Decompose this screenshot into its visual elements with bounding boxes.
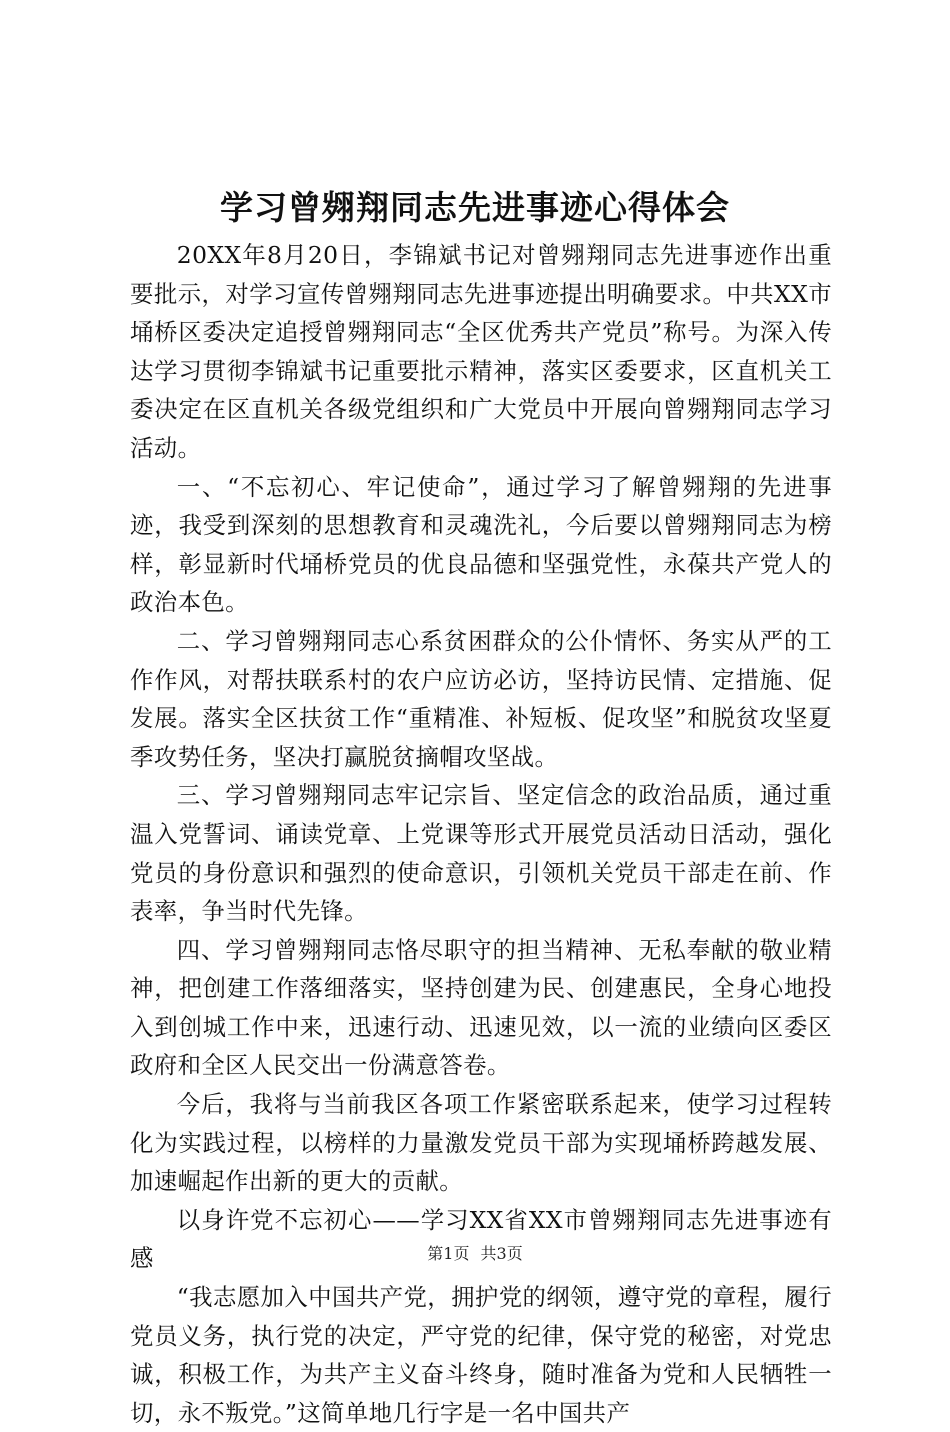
page-number-total: 共3页 <box>480 1244 523 1263</box>
paragraph-oath: “我志愿加入中国共产党，拥护党的纲领，遵守党的章程，履行党员义务，执行党的决定，严守党的纪律，保守党的秘密，对党忠诚，积极工作，为共产主义奋斗终身，随时准备为党和人民牺牲一切，永不叛党。”这简单地几行字是一名中国共产 <box>130 1283 832 1427</box>
paragraph-intro: 20XX年8月20日，李锦斌书记对曾翙翔同志先进事迹作出重要批示，对学习宣传曾翙翔同志先进事迹提出明确要求。中共XX市埇桥区委决定追授曾翙翔同志“全区优秀共产党员”称号。为深入传达学习贯彻李锦斌书记重要批示精神，落实区委要求，区直机关工委决定在区直机关各级党组织和广大党员中开展向曾翙翔同志学习活动。 <box>130 241 832 462</box>
paragraph-point-1: 一、“不忘初心、牢记使命”，通过学习了解曾翙翔的先进事迹，我受到深刻的思想教育和灵魂洗礼，今后要以曾翙翔同志为榜样，彰显新时代埇桥党员的优良品德和坚强党性，永葆共产党人的政治本色。 <box>130 472 832 617</box>
paragraph-conclusion: 今后，我将与当前我区各项工作紧密联系起来，使学习过程转化为实践过程，以榜样的力量激发党员干部为实现埇桥跨越发展、加速崛起作出新的更大的贡献。 <box>130 1090 832 1196</box>
paragraph-point-2: 二、学习曾翙翔同志心系贫困群众的公仆情怀、务实从严的工作作风，对帮扶联系村的农户应访必访，坚持访民情、定措施、促发展。落实全区扶贫工作“重精准、补短板、促攻坚”和脱贫攻坚夏季攻势任务，坚决打赢脱贫摘帽攻坚战。 <box>130 626 832 771</box>
paragraph-point-4: 四、学习曾翙翔同志恪尽职守的担当精神、无私奉献的敬业精神，把创建工作落细落实，坚持创建为民、创建惠民，全身心地投入到创城工作中来，迅速行动、迅速见效，以一流的业绩向区委区政府和全区人民交出一份满意答卷。 <box>130 935 832 1080</box>
document-title: 学习曾翙翔同志先进事迹心得体会 <box>220 188 730 227</box>
paragraph-point-3: 三、学习曾翙翔同志牢记宗旨、坚定信念的政治品质，通过重温入党誓词、诵读党章、上党课等形式开展党员活动日活动，强化党员的身份意识和强烈的使命意识，引领机关党员干部走在前、作表率，争当时代先锋。 <box>130 781 832 926</box>
paragraph-subheading: 以身许党不忘初心——学习XX省XX市曾翙翔同志先进事迹有感 <box>130 1205 832 1273</box>
page-number-current: 第1页 <box>427 1244 470 1263</box>
page-footer <box>0 1244 950 1264</box>
